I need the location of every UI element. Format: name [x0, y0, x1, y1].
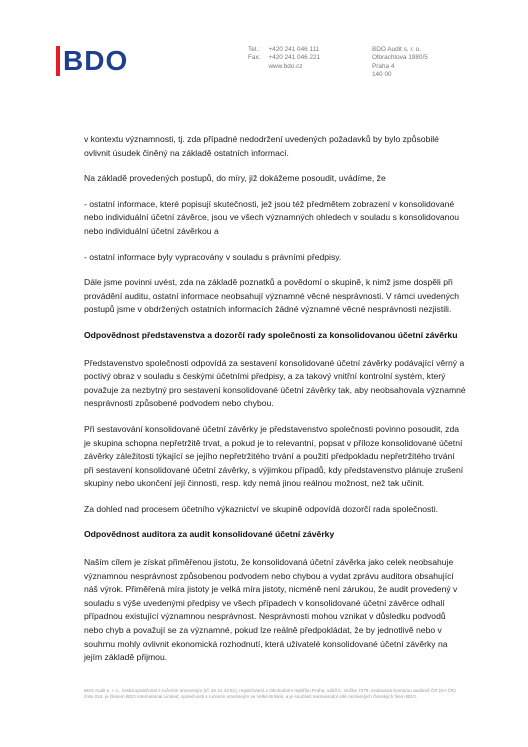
paragraph: v kontextu významnosti, tj. zda případné nedodržení uvedených požadavků by bylo způsobilé ovlivnit úsudek činěný na základě ostatních informací.: [84, 134, 439, 158]
paragraph: Naším cílem je získat přiměřenou jistotu, že konsolidovaná účetní závěrka jako celek neobsahuje významnou nesprávnost způsobenou podvodem nebo chybou a vydat zprávu auditora obsahující náš výrok. Přiměřená míra jistoty je velká míra jistoty, nicméně není zárukou, že audit provedený v souladu s výše uvedenými předpisy ve všech případech v konsolidované účetní závěrce odhalí případnou existující významnou nesprávnost. Nesprávnosti mohou vznikat v důsledku podvodů nebo chyb a považují se za významné, pokud lze reálně předpokládat, že by jednotlivě nebo v souhrnu mohly ovlivnit ekonomická rozhodnutí, která uživatelé konsolidované účetní závěrky na jejím základě přijmou.: [84, 557, 458, 663]
contact-values: [268, 46, 320, 71]
address-block: [372, 46, 428, 80]
paragraph: Představenstvo společnosti odpovídá za sestavení konsolidované účetní závěrky podávající věrný a poctivý obraz v souladu s českými účetními předpisy, a za takový vnitřní kontrolní systém, který považuje za nezbytný pro sestavení konsolidované účetní závěrky tak, aby neobsahovala významné nesprávnosti způsobené podvodem nebo chybou.: [84, 357, 466, 409]
street: Olbrachtova 1980/5: [372, 54, 428, 62]
document-body: [84, 133, 466, 677]
contact-block: [248, 46, 320, 71]
company-name: BDO Audit s. r. o.: [372, 46, 422, 53]
phone-number: +420 241 046 111: [268, 46, 320, 53]
paragraph: Dále jsme povinni uvést, zda na základě poznatků a povědomí o skupině, k nimž jsme dospěli při provádění auditu, ostatní informace neobsahují významné věcné nesprávnosti. V rámci uvedených postupů jsme v obdržených ostatních informacích žádné významné věcné nesprávnosti nezjistili.: [84, 277, 459, 315]
section-heading: Odpovědnost auditora za audit konsolidované účetní závěrky: [84, 529, 335, 540]
paragraph: Při sestavování konsolidované účetní závěrky je představenstvo společnosti povinno posoudit, zda je skupina schopna nepřetržitě trvat, a pokud je to relevantní, popsat v příloze konsolidované účetní závěrky záležitosti týkající se jejího nepřetržitého trvání a použití předpokladu nepřetržitého trvání při sestavení konsolidované účetní závěrky, s výjimkou případů, kdy představenstvo plánuje zrušení skupiny nebo ukončení její činnosti, resp. kdy nemá jinou reálnou možnost, než tak učinit.: [84, 423, 464, 489]
bullet-paragraph: - ostatní informace byly vypracovány v souladu s právními předpisy.: [84, 251, 342, 262]
fax-number: +420 241 046 221: [268, 54, 321, 62]
postal-code: 140 00: [372, 71, 392, 79]
bdo-logo: [56, 42, 128, 80]
contact-labels: [248, 46, 260, 71]
phone-label: Tel.:: [248, 46, 260, 53]
city: Praha 4: [372, 62, 395, 70]
paragraph: Na základě provedených postupů, do míry, již dokážeme posoudit, uvádíme, že: [84, 173, 386, 184]
section-heading: Odpovědnost představenstva a dozorčí rady společnosti za konsolidovanou účetní závěrku: [84, 329, 458, 340]
bullet-paragraph: - ostatní informace, které popisují skutečnosti, jež jsou též předmětem zobrazení v konsolidované nebo individuální účetní závěrce, jsou ve všech významných ohledech v souladu s konsolidovanou nebo individuální účetní závěrkou a: [84, 198, 460, 236]
website: www.bdo.cz: [268, 62, 303, 70]
logo-text: BDO: [63, 45, 129, 76]
logo-red-bar: [56, 46, 60, 76]
footer-legal-text: BDO Audit s. r. o., česká společnost s ručením omezeným (IČ 45 31 43 81), registrovaná v Obchodním rejstříku Praha, oddíl C, vložka 7279, evidovaná Komorou auditorů ČR (KA ČR) číslo 018, je členem BDO International Limited, společnosti s ručením omezeným ve Velké Británii, a je součástí mezinárodní sítě nezávislých členských firem BDO.: [84, 688, 456, 700]
fax-label: Fax:: [248, 54, 261, 62]
paragraph: Za dohled nad procesem účetního výkaznictví ve skupině odpovídá dozorčí rada společnosti.: [84, 503, 438, 514]
